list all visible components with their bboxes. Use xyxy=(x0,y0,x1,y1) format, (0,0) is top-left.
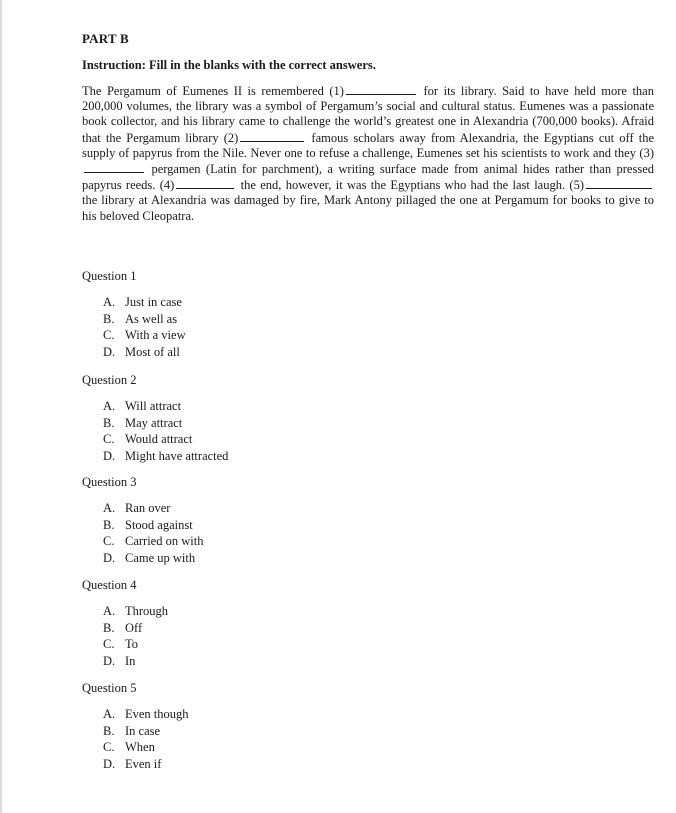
option-item xyxy=(103,294,186,311)
option-letter: B. xyxy=(103,415,115,430)
option-letter: A. xyxy=(103,707,116,721)
question-title: Question 4 xyxy=(82,578,137,592)
option-list xyxy=(82,294,186,360)
option-text: In xyxy=(125,653,136,668)
blank-3 xyxy=(84,161,144,173)
question-3 xyxy=(82,475,203,566)
question-title: Question 5 xyxy=(82,681,137,695)
question-4 xyxy=(82,578,168,669)
option-letter: D. xyxy=(103,653,116,668)
part-title: PART B xyxy=(82,31,129,46)
option-item xyxy=(103,653,168,670)
option-item xyxy=(103,415,228,432)
option-letter: A. xyxy=(103,501,116,515)
passage-segment: for its library. Said to have held more than 200,000 volumes, the library was a symbol of Pergamum’s social and cultural status. Eumenes was a passionate book collector, and his library came to challenge the world’s greatest one in Alexandria (700,000 books). Afraid that the Pergamum library (2) xyxy=(82,84,654,145)
option-item xyxy=(103,723,189,740)
passage-segment: the end, however, it was the Egyptians who had the last laugh. (5) xyxy=(240,178,584,193)
passage-segment: famous scholars away from Alexandria, the Egyptians cut off the supply of papyrus from the Nile. Never one to refuse a challenge, Eumenes set his scientists to work and they (3) xyxy=(82,130,654,160)
option-text: Will attract xyxy=(125,399,182,413)
question-title: Question 3 xyxy=(82,475,137,489)
option-letter: A. xyxy=(103,399,116,413)
option-item xyxy=(103,620,168,637)
option-letter: C. xyxy=(103,534,115,548)
option-text: Just in case xyxy=(125,295,182,309)
option-letter: D. xyxy=(103,448,116,463)
option-text: Carried on with xyxy=(125,534,204,548)
option-item xyxy=(103,431,228,448)
option-item xyxy=(103,739,189,756)
option-text: Even though xyxy=(125,707,189,721)
option-letter: B. xyxy=(103,723,115,738)
option-text: Came up with xyxy=(125,550,196,565)
question-title: Question 2 xyxy=(82,373,137,387)
option-letter: A. xyxy=(103,295,116,309)
option-letter: D. xyxy=(103,550,116,565)
option-item xyxy=(103,706,189,723)
option-list xyxy=(82,603,168,669)
option-letter: D. xyxy=(103,344,116,359)
option-item xyxy=(103,448,228,465)
option-text: Off xyxy=(125,620,143,635)
blank-4 xyxy=(176,177,234,189)
question-2 xyxy=(82,373,228,464)
option-item xyxy=(103,344,186,361)
option-list xyxy=(82,706,189,772)
option-item xyxy=(103,603,168,620)
option-text: Might have attracted xyxy=(125,448,229,463)
option-letter: C. xyxy=(103,740,115,754)
option-text: May attract xyxy=(125,415,183,430)
page-edge-divider xyxy=(0,0,2,813)
option-text: Most of all xyxy=(125,344,180,359)
option-letter: C. xyxy=(103,637,115,651)
option-item xyxy=(103,533,203,550)
option-text: Through xyxy=(125,604,169,618)
passage-paragraph xyxy=(82,83,654,224)
question-title: Question 1 xyxy=(82,269,137,283)
option-list xyxy=(82,398,228,464)
option-text: Ran over xyxy=(125,501,171,515)
option-text: When xyxy=(125,740,155,754)
option-letter: B. xyxy=(103,517,115,532)
option-item xyxy=(103,756,189,773)
question-5 xyxy=(82,681,189,772)
option-text: As well as xyxy=(125,311,178,326)
blank-2 xyxy=(240,130,304,142)
instruction-text: Instruction: Fill in the blanks with the correct answers. xyxy=(82,58,376,72)
option-letter: B. xyxy=(103,620,115,635)
option-item xyxy=(103,327,186,344)
option-text: Even if xyxy=(125,756,162,771)
blank-5 xyxy=(586,177,652,189)
passage-segment: pergamen (Latin for parchment), a writing surface made from animal hides rather than pressed papyrus reeds. (4) xyxy=(82,162,654,193)
option-item xyxy=(103,500,203,517)
option-text: Would attract xyxy=(125,432,193,446)
option-item xyxy=(103,311,186,328)
option-text: With a view xyxy=(125,328,186,342)
blank-1 xyxy=(346,83,416,95)
option-letter: A. xyxy=(103,604,116,618)
option-list xyxy=(82,500,203,566)
option-item xyxy=(103,398,228,415)
passage xyxy=(82,83,654,224)
option-text: To xyxy=(125,637,139,651)
passage-segment: the library at Alexandria was damaged by fire, Mark Antony pillaged the one at Pergamum for books to give to his beloved Cleopatra. xyxy=(82,193,654,223)
option-letter: B. xyxy=(103,311,115,326)
option-item xyxy=(103,636,168,653)
option-item xyxy=(103,517,203,534)
option-item xyxy=(103,550,203,567)
passage-segment: The Pergamum of Eumenes II is remembered (1) xyxy=(82,84,344,98)
option-text: In case xyxy=(125,723,161,738)
option-letter: D. xyxy=(103,756,116,771)
option-letter: C. xyxy=(103,328,115,342)
option-letter: C. xyxy=(103,432,115,446)
question-1 xyxy=(82,269,186,360)
option-text: Stood against xyxy=(125,517,193,532)
